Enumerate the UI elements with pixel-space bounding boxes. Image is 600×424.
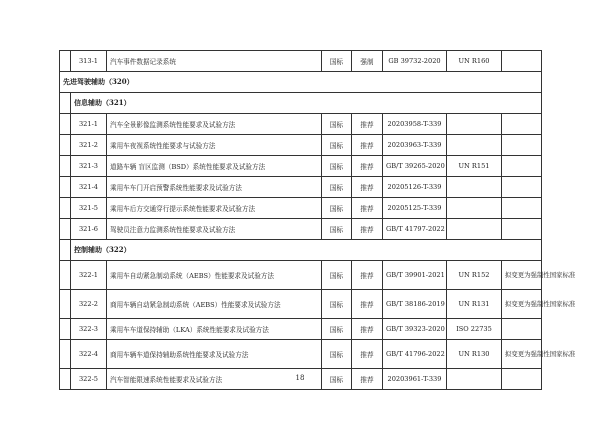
remark (502, 319, 542, 340)
standard-name: 乘用车夜视系统性能要求与试验方法 (107, 135, 322, 156)
table-row (60, 319, 542, 340)
standard-code: 321-3 (71, 156, 107, 177)
standard-number: GB/T 41797-2022 (383, 219, 447, 240)
standard-nature: 推荐 (352, 177, 383, 198)
subsection-row (60, 240, 542, 261)
remark: 拟变更为强制性国家标准 (502, 340, 542, 369)
international-standard (447, 114, 502, 135)
standard-name: 商用车辆自动紧急制动系统（AEBS）性能要求及试验方法 (107, 290, 322, 319)
table-row (60, 156, 542, 177)
standard-code: 321-2 (71, 135, 107, 156)
standard-name: 汽车事件数据记录系统 (107, 51, 322, 72)
table-row (60, 340, 542, 369)
standard-code: 313-1 (71, 51, 107, 72)
remark (502, 156, 542, 177)
table-row (60, 261, 542, 290)
standard-type: 国标 (322, 319, 352, 340)
standard-number: GB/T 38186-2019 (383, 290, 447, 319)
table-row (60, 177, 542, 198)
standard-name: 乘用车车道保持辅助（LKA）系统性能要求及试验方法 (107, 319, 322, 340)
standard-number: GB/T 39323-2020 (383, 319, 447, 340)
standard-nature: 推荐 (352, 319, 383, 340)
standard-number: GB/T 39265-2020 (383, 156, 447, 177)
standard-name: 商用车辆车道保持辅助系统性能要求及试验方法 (107, 340, 322, 369)
section-title: 先进驾驶辅助（320） (60, 72, 542, 93)
international-standard: UN R131 (447, 290, 502, 319)
standard-type: 国标 (322, 261, 352, 290)
standard-code: 322-4 (71, 340, 107, 369)
standard-name: 汽车智能限速系统性能要求及试验方法 (107, 369, 322, 390)
standard-code: 321-5 (71, 198, 107, 219)
standard-name: 道路车辆 盲区监测（BSD）系统性能要求及试验方法 (107, 156, 322, 177)
standard-code: 322-2 (71, 290, 107, 319)
subsection-title-info: 信息辅助（321） (71, 93, 542, 114)
standard-type: 国标 (322, 290, 352, 319)
standards-table (59, 50, 576, 390)
remark (502, 177, 542, 198)
table-row (60, 135, 542, 156)
standard-number: GB/T 39901-2021 (383, 261, 447, 290)
table-row (60, 290, 542, 319)
remark (502, 114, 542, 135)
standard-nature: 强制 (352, 51, 383, 72)
international-standard: UN R151 (447, 156, 502, 177)
remark (502, 219, 542, 240)
remark: 拟变更为强制性国家标准 (502, 261, 542, 290)
subsection-title-control: 控制辅助（322） (71, 240, 542, 261)
standard-code: 322-5 (71, 369, 107, 390)
international-standard (447, 198, 502, 219)
standard-nature: 推荐 (352, 369, 383, 390)
standard-type: 国标 (322, 177, 352, 198)
table-row (60, 219, 542, 240)
standard-type: 国标 (322, 369, 352, 390)
standard-number: 20203958-T-339 (383, 114, 447, 135)
standard-nature: 推荐 (352, 135, 383, 156)
standard-code: 322-3 (71, 319, 107, 340)
standard-name: 乘用车自动紧急制动系统（AEBS）性能要求及试验方法 (107, 261, 322, 290)
standard-number: 20203963-T-339 (383, 135, 447, 156)
standard-nature: 推荐 (352, 219, 383, 240)
remark (502, 135, 542, 156)
standard-type: 国标 (322, 135, 352, 156)
table-row (60, 114, 542, 135)
standard-number: GB/T 41796-2022 (383, 340, 447, 369)
international-standard (447, 219, 502, 240)
standard-type: 国标 (322, 156, 352, 177)
standard-name: 乘用车车门开启预警系统性能要求及试验方法 (107, 177, 322, 198)
international-standard: UN R130 (447, 340, 502, 369)
standard-type: 国标 (322, 340, 352, 369)
international-standard: ISO 22735 (447, 319, 502, 340)
table-row (60, 198, 542, 219)
standard-type: 国标 (322, 198, 352, 219)
remark (502, 51, 542, 72)
standard-name: 驾驶员注意力监测系统性能要求及试验方法 (107, 219, 322, 240)
standard-nature: 推荐 (352, 156, 383, 177)
standard-number: 20205125-T-339 (383, 198, 447, 219)
standard-nature: 推荐 (352, 114, 383, 135)
standard-code: 321-6 (71, 219, 107, 240)
standard-number: GB 39732-2020 (383, 51, 447, 72)
standard-nature: 推荐 (352, 261, 383, 290)
international-standard (447, 177, 502, 198)
international-standard: UN R152 (447, 261, 502, 290)
standard-code: 321-4 (71, 177, 107, 198)
remark (502, 198, 542, 219)
standard-nature: 推荐 (352, 290, 383, 319)
standard-nature: 推荐 (352, 198, 383, 219)
standard-number: 20205126-T-339 (383, 177, 447, 198)
subsection-row (60, 93, 542, 114)
remark: 拟变更为强制性国家标准 (502, 290, 542, 319)
page-number: 18 (295, 374, 305, 382)
standard-type: 国标 (322, 51, 352, 72)
standard-number: 20203961-T-339 (383, 369, 447, 390)
standard-name: 汽车全景影像监测系统性能要求及试验方法 (107, 114, 322, 135)
standard-nature: 推荐 (352, 340, 383, 369)
standard-type: 国标 (322, 219, 352, 240)
international-standard (447, 135, 502, 156)
standard-code: 321-1 (71, 114, 107, 135)
standard-name: 乘用车后方交通穿行提示系统性能要求及试验方法 (107, 198, 322, 219)
standard-type: 国标 (322, 114, 352, 135)
section-row (60, 72, 542, 93)
international-standard: UN R160 (447, 51, 502, 72)
standard-code: 322-1 (71, 261, 107, 290)
table-row (60, 51, 542, 72)
